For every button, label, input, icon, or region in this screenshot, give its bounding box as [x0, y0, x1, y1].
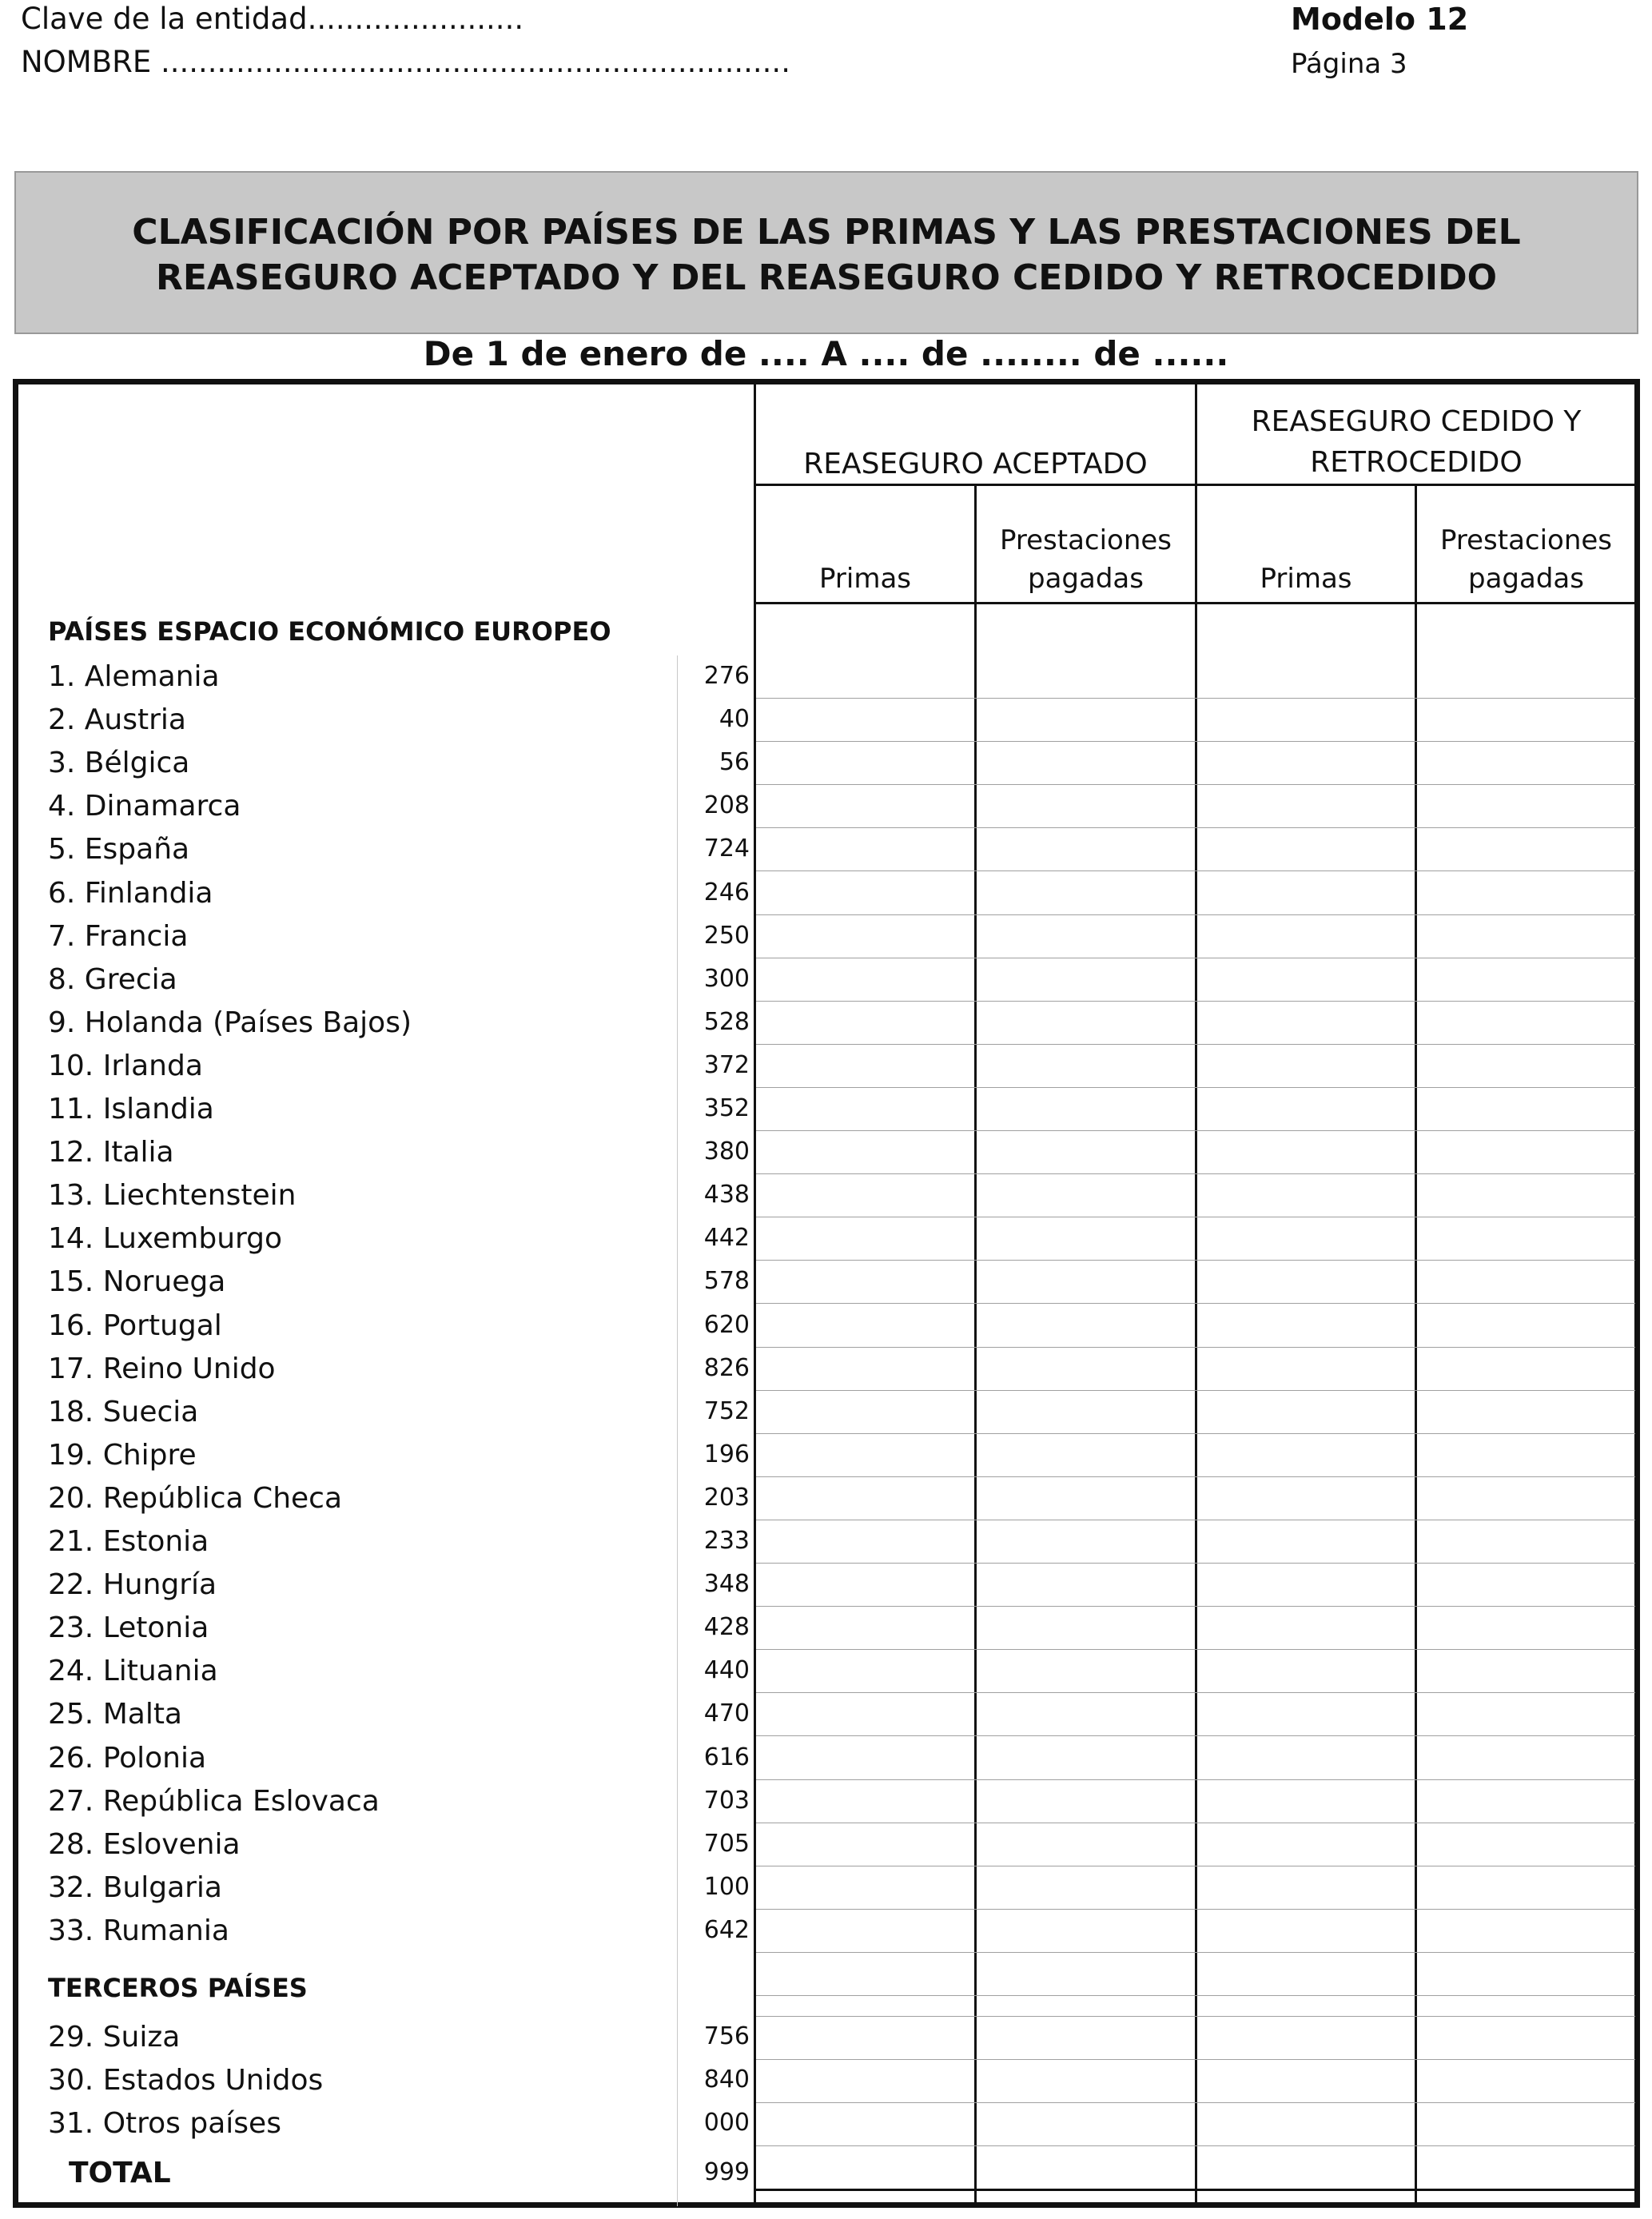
- row-code: 578: [703, 1267, 750, 1295]
- row-label: 2. Austria: [48, 703, 186, 736]
- row-code: 203: [703, 1484, 750, 1512]
- row-label: 21. Estonia: [48, 1525, 209, 1558]
- form-title: [16, 209, 1637, 301]
- country-row: [0, 1866, 1652, 1910]
- row-label: 1. Alemania: [48, 660, 220, 693]
- row-code: 428: [703, 1613, 750, 1641]
- entity-key-field: Clave de la entidad.......................: [21, 2, 524, 36]
- row-label: 11. Islandia: [48, 1093, 214, 1125]
- row-label: 14. Luxemburgo: [48, 1222, 283, 1255]
- row-label: TOTAL: [69, 2157, 171, 2189]
- country-row: [0, 1088, 1652, 1131]
- row-code: 440: [703, 1656, 750, 1684]
- row-label: 26. Polonia: [48, 1742, 207, 1775]
- country-row: [0, 1348, 1652, 1391]
- row-code: 100: [703, 1873, 750, 1901]
- row-code: 752: [703, 1397, 750, 1425]
- row-label: 25. Malta: [48, 1698, 182, 1731]
- country-row: [0, 1607, 1652, 1650]
- row-label: 24. Lituania: [48, 1655, 218, 1687]
- country-row: [0, 1520, 1652, 1564]
- country-row: [0, 1217, 1652, 1261]
- country-row: [0, 1693, 1652, 1736]
- col-group-ceded: [1197, 401, 1635, 483]
- row-code: 703: [703, 1787, 750, 1815]
- col-accepted-prestaciones: [977, 521, 1195, 598]
- row-label: 20. República Checa: [48, 1482, 343, 1515]
- row-label: 3. Bélgica: [48, 747, 190, 779]
- row-label: 15. Noruega: [48, 1265, 226, 1298]
- country-row: [0, 2016, 1652, 2059]
- row-label: 18. Suecia: [48, 1396, 199, 1428]
- row-code: 352: [703, 1094, 750, 1122]
- row-label: 33. Rumania: [48, 1914, 229, 1947]
- section-eee-heading: PAÍSES ESPACIO ECONÓMICO EUROPEO: [48, 616, 611, 647]
- row-label: 8. Grecia: [48, 963, 177, 996]
- row-code: 999: [703, 2158, 750, 2186]
- row-code: 196: [703, 1440, 750, 1468]
- row-code: 442: [703, 1224, 750, 1252]
- col-ceded-primas: Primas: [1260, 563, 1352, 595]
- country-row: [0, 958, 1652, 1002]
- form-title-line-1: CLASIFICACIÓN POR PAÍSES DE LAS PRIMAS Y LAS PRESTACIONES DEL: [132, 212, 1521, 253]
- row-rule: [756, 1995, 1635, 1996]
- country-row: [0, 2102, 1652, 2145]
- country-row: [0, 1737, 1652, 1780]
- country-row: [0, 1650, 1652, 1693]
- country-row: [0, 1261, 1652, 1304]
- row-code: 840: [703, 2066, 750, 2094]
- section-terceros-heading: TERCEROS PAÍSES: [48, 1973, 308, 2003]
- country-row: [0, 1477, 1652, 1520]
- country-row: [0, 915, 1652, 958]
- col-ceded-prestaciones: [1417, 521, 1635, 598]
- row-code: 40: [719, 705, 750, 733]
- row-code: 233: [703, 1527, 750, 1555]
- row-label: 32. Bulgaria: [48, 1871, 222, 1904]
- row-code: 724: [703, 835, 750, 863]
- reporting-period: De 1 de enero de .... A .... de ........ de ......: [423, 334, 1229, 373]
- country-row: [0, 1823, 1652, 1866]
- country-row: [0, 872, 1652, 915]
- col-group-ceded-line-1: REASEGURO CEDIDO Y: [1251, 405, 1582, 438]
- row-label: 29. Suiza: [48, 2021, 181, 2054]
- col-group-ceded-line-2: RETROCEDIDO: [1310, 446, 1523, 479]
- row-code: 372: [703, 1051, 750, 1079]
- row-code: 208: [703, 791, 750, 819]
- title-banner: [14, 171, 1638, 334]
- row-label: 5. España: [48, 833, 190, 866]
- country-row: [0, 1045, 1652, 1088]
- row-label: 9. Holanda (Países Bajos): [48, 1006, 412, 1039]
- col-ceded-prestaciones-line-1: Prestaciones: [1439, 524, 1613, 556]
- row-rule: [756, 2145, 1635, 2146]
- row-label: 27. República Eslovaca: [48, 1785, 380, 1818]
- row-label: 31. Otros países: [48, 2107, 281, 2140]
- total-line: [0, 2152, 1652, 2195]
- country-row: [0, 1780, 1652, 1823]
- country-row: [0, 655, 1652, 699]
- col-ceded-prestaciones-line-2: pagadas: [1468, 563, 1584, 595]
- country-row: [0, 1434, 1652, 1477]
- row-code: 438: [703, 1181, 750, 1209]
- col-accepted-primas: Primas: [819, 563, 911, 595]
- row-code: 300: [703, 965, 750, 993]
- row-label: 13. Liechtenstein: [48, 1179, 297, 1212]
- header-divider: [754, 602, 1635, 604]
- country-row: [0, 785, 1652, 828]
- form-title-line-2: REASEGURO ACEPTADO Y DEL REASEGURO CEDIDO Y RETROCEDIDO: [155, 257, 1498, 298]
- country-row: [0, 1174, 1652, 1217]
- row-code: 348: [703, 1570, 750, 1598]
- row-code: 528: [703, 1008, 750, 1036]
- entity-name-field: NOMBRE ...................................................................: [21, 45, 790, 79]
- country-row: [0, 1391, 1652, 1434]
- row-label: 10. Irlanda: [48, 1050, 203, 1082]
- model-number: Modelo 12: [1291, 2, 1469, 37]
- country-row: [0, 742, 1652, 785]
- row-label: 28. Eslovenia: [48, 1828, 241, 1861]
- row-label: 22. Hungría: [48, 1568, 217, 1601]
- page-number: Página 3: [1291, 48, 1407, 80]
- row-code: 246: [703, 878, 750, 906]
- country-row: [0, 1564, 1652, 1607]
- col-accepted-prestaciones-line-2: pagadas: [1028, 563, 1144, 595]
- row-label: 7. Francia: [48, 920, 189, 953]
- row-code: 56: [719, 748, 750, 776]
- row-code: 705: [703, 1830, 750, 1858]
- country-row: [0, 699, 1652, 742]
- row-code: 276: [703, 662, 750, 690]
- country-row: [0, 1002, 1652, 1045]
- row-code: 756: [703, 2022, 750, 2050]
- row-label: 23. Letonia: [48, 1611, 209, 1644]
- row-label: 4. Dinamarca: [48, 790, 241, 823]
- country-row: [0, 1910, 1652, 1953]
- country-row: [0, 828, 1652, 871]
- row-label: 12. Italia: [48, 1136, 174, 1169]
- row-code: 826: [703, 1354, 750, 1382]
- row-code: 000: [703, 2109, 750, 2137]
- col-group-accepted: REASEGURO ACEPTADO: [803, 448, 1148, 480]
- col-accepted-prestaciones-line-1: Prestaciones: [999, 524, 1172, 556]
- row-code: 642: [703, 1916, 750, 1944]
- row-code: 250: [703, 922, 750, 950]
- row-label: 30. Estados Unidos: [48, 2064, 324, 2097]
- country-row: [0, 2059, 1652, 2102]
- row-label: 19. Chipre: [48, 1439, 197, 1472]
- row-code: 380: [703, 1137, 750, 1165]
- row-code: 470: [703, 1699, 750, 1727]
- row-label: 17. Reino Unido: [48, 1353, 276, 1385]
- country-row: [0, 1131, 1652, 1174]
- row-code: 616: [703, 1743, 750, 1771]
- country-row: [0, 1305, 1652, 1348]
- row-label: 16. Portugal: [48, 1309, 222, 1342]
- row-label: 6. Finlandia: [48, 877, 213, 910]
- row-code: 620: [703, 1311, 750, 1339]
